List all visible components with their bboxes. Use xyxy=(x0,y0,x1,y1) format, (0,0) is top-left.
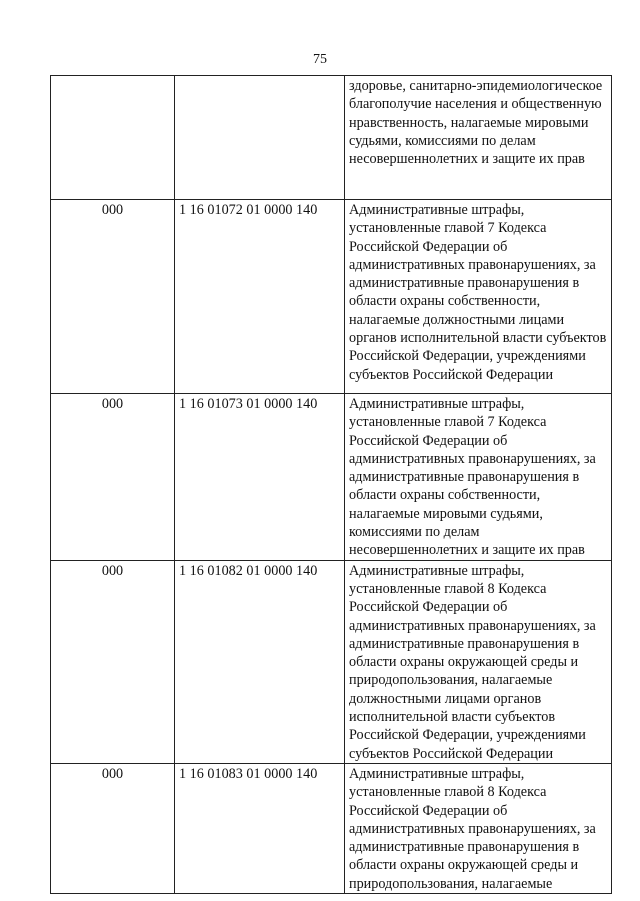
admin-code-cell: 000 xyxy=(51,200,175,394)
admin-code-cell: 000 xyxy=(51,394,175,561)
description-cell: Административные штрафы, установленные главой 8 Кодекса Российской Федерации об административных правонарушениях, за административные правонарушения в области охраны окружающей среды и природопользования, налагаемые должностными лицами органов исполнительной власти субъектов Российской Федерации, учреждениями субъектов Российской Федерации xyxy=(345,560,612,763)
admin-code-cell: 000 xyxy=(51,763,175,893)
description-cell: здоровье, санитарно-эпидемиологическое благополучие населения и общественную нравственность, налагаемые мировыми судьями, комиссиями по делам несовершеннолетних и защите их прав xyxy=(345,76,612,200)
table-row xyxy=(51,200,612,394)
admin-code-cell: 000 xyxy=(51,560,175,763)
kbk-code-cell: 1 16 01082 01 0000 140 xyxy=(175,560,345,763)
table-row xyxy=(51,560,612,763)
page-number: 75 xyxy=(313,52,327,67)
description-cell: Административные штрафы, установленные главой 8 Кодекса Российской Федерации об административных правонарушениях, за административные правонарушения в области охраны окружающей среды и природопользования, налагаемые xyxy=(345,763,612,893)
table-row xyxy=(51,394,612,561)
kbk-code-cell xyxy=(175,76,345,200)
kbk-code-cell: 1 16 01083 01 0000 140 xyxy=(175,763,345,893)
kbk-code-cell: 1 16 01073 01 0000 140 xyxy=(175,394,345,561)
table-row xyxy=(51,763,612,893)
table-row xyxy=(51,76,612,200)
description-cell: Административные штрафы, установленные главой 7 Кодекса Российской Федерации об административных правонарушениях, за административные правонарушения в области охраны собственности, налагаемые должностными лицами органов исполнительной власти субъектов Российской Федерации, учреждениями субъектов Российской Федерации xyxy=(345,200,612,394)
admin-code-cell xyxy=(51,76,175,200)
revenue-codes-table xyxy=(50,75,612,894)
kbk-code-cell: 1 16 01072 01 0000 140 xyxy=(175,200,345,394)
description-cell: Административные штрафы, установленные главой 7 Кодекса Российской Федерации об административных правонарушениях, за административные правонарушения в области охраны собственности, налагаемые мировыми судьями, комиссиями по делам несовершеннолетних и защите их прав xyxy=(345,394,612,561)
